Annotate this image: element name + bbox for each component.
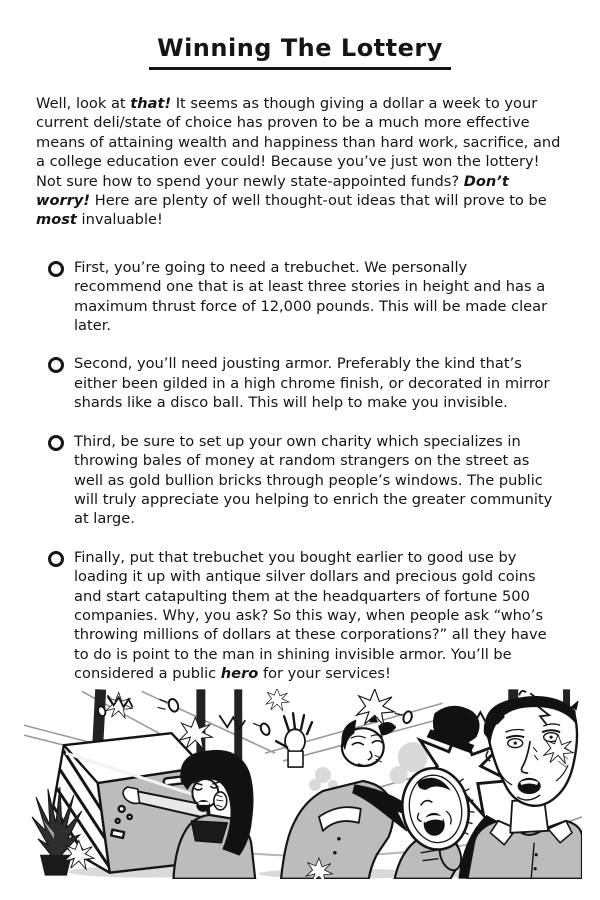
title-wrap bbox=[0, 0, 600, 70]
intro-text: invaluable! bbox=[76, 211, 163, 229]
intro-paragraph bbox=[36, 94, 564, 230]
list-item-text: Second, you’ll need jousting armor. Preferably the kind that’s either been gilded in a high chrome finish, or decorated in mirror shards like a disco ball. This will help to make you invisible. bbox=[74, 355, 550, 412]
ideas-list bbox=[48, 258, 554, 684]
intro-emphasis: most bbox=[36, 211, 77, 229]
list-item bbox=[48, 354, 554, 412]
bullet-circle-icon bbox=[48, 551, 64, 567]
intro-emphasis: that! bbox=[130, 95, 172, 112]
list-item-text: Third, be sure to set up your own charity which specializes in throwing bales of money at random strangers on the street as well as gold bullion bricks through people’s windows. The public will truly appreciate you helping to enrich the greater community at large. bbox=[74, 432, 553, 528]
list-item bbox=[48, 548, 554, 684]
list-item-text: Finally, put that trebuchet you bought earlier to good use by loading it up with antique silver dollars and precious gold coins and start catapulting them at the headquarters of fortune 500 companies. Why, you ask? So this way, when people ask “who’s throwing millions of dollars at these corporations?” all they have to do is point to the man in shining invisible armor. You’ll be considered a public bbox=[74, 548, 547, 683]
bullet-circle-icon bbox=[48, 357, 64, 373]
street-coin-shower-illustration bbox=[24, 689, 582, 879]
list-item bbox=[48, 258, 554, 336]
bullet-circle-icon bbox=[48, 261, 64, 277]
page-title: Winning The Lottery bbox=[149, 34, 451, 70]
list-item-emphasis: hero bbox=[220, 665, 259, 683]
intro-text: Well, look at bbox=[36, 95, 131, 112]
list-item-text: for your services! bbox=[258, 665, 391, 683]
list-item bbox=[48, 432, 554, 529]
intro-text: It seems as though giving a dollar a week to your current deli/state of choice has proven to be a much more effective means of attaining wealth and happiness than hard work, sacrifice, and a college education ever could! Because you’ve just won the lottery! Not sure how to spend your newly state-appointed funds? bbox=[36, 95, 561, 190]
intro-text: Here are plenty of well thought-out ideas that will prove to be bbox=[90, 192, 547, 210]
bullet-circle-icon bbox=[48, 435, 64, 451]
list-item-text: First, you’re going to need a trebuchet. We personally recommend one that is at least three stories in height and has a maximum thrust force of 12,000 pounds. This will be made clear later. bbox=[74, 258, 548, 335]
intro-emphasis: Don’t worry! bbox=[36, 172, 509, 210]
